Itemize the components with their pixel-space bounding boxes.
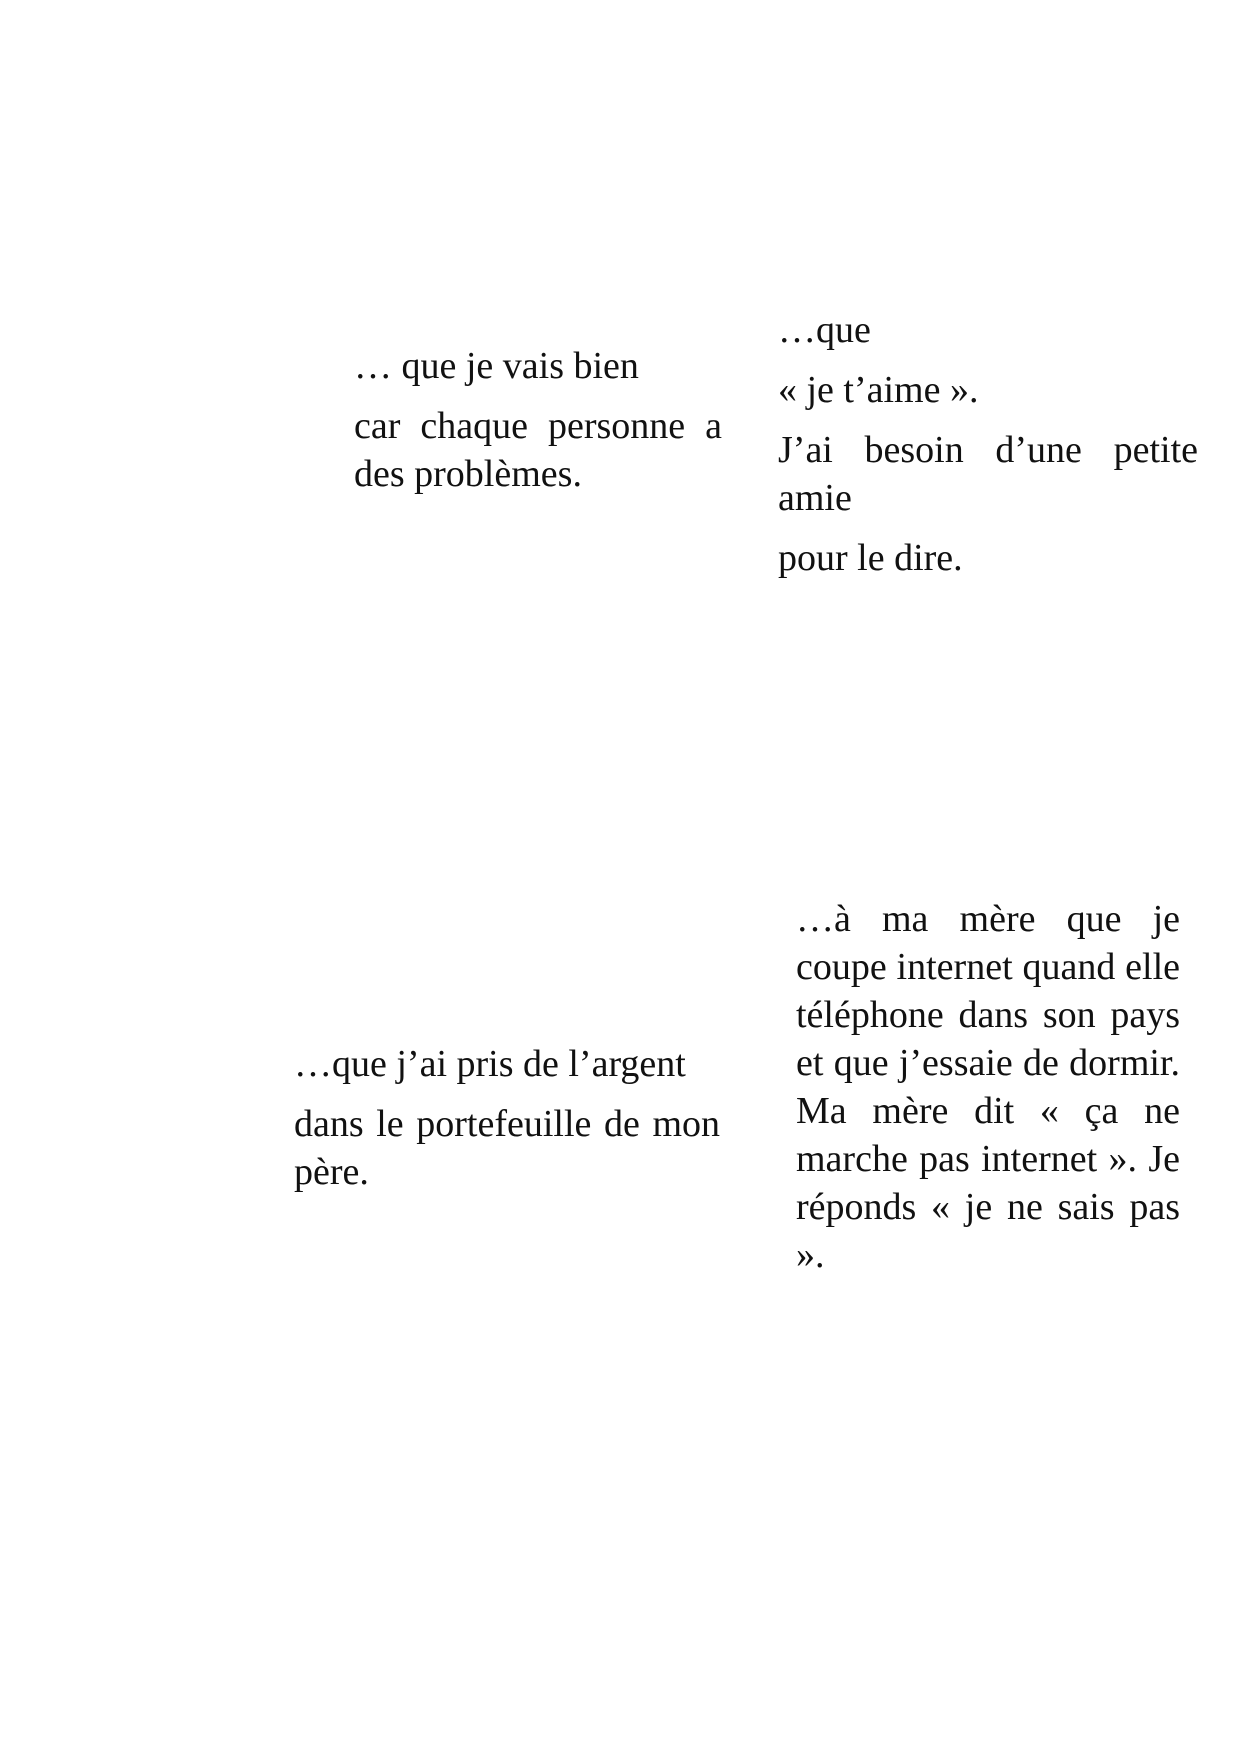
paragraph: pour le dire. <box>778 537 963 579</box>
paragraph: …à ma mère que je coupe internet quand elle téléphone dans son pays et que j’essaie de dormir. Ma mère dit « ça ne marche pas internet ». Je réponds « je ne sais pas ». <box>796 898 1180 1276</box>
paragraph: J’ai besoin d’une petite amie <box>778 429 1198 519</box>
text-block-bottom-right <box>796 895 1180 1279</box>
paragraph: car chaque personne a des problèmes. <box>354 405 722 495</box>
text-block-top-right <box>778 306 1198 582</box>
paragraph: dans le portefeuille de mon père. <box>294 1103 720 1193</box>
paragraph: …que j’ai pris de l’argent <box>294 1043 686 1085</box>
text-block-top-left <box>354 342 722 498</box>
text-block-bottom-left <box>294 1040 720 1196</box>
paragraph: … que je vais bien <box>354 345 639 387</box>
paragraph: « je t’aime ». <box>778 369 979 411</box>
paragraph: …que <box>778 309 871 351</box>
